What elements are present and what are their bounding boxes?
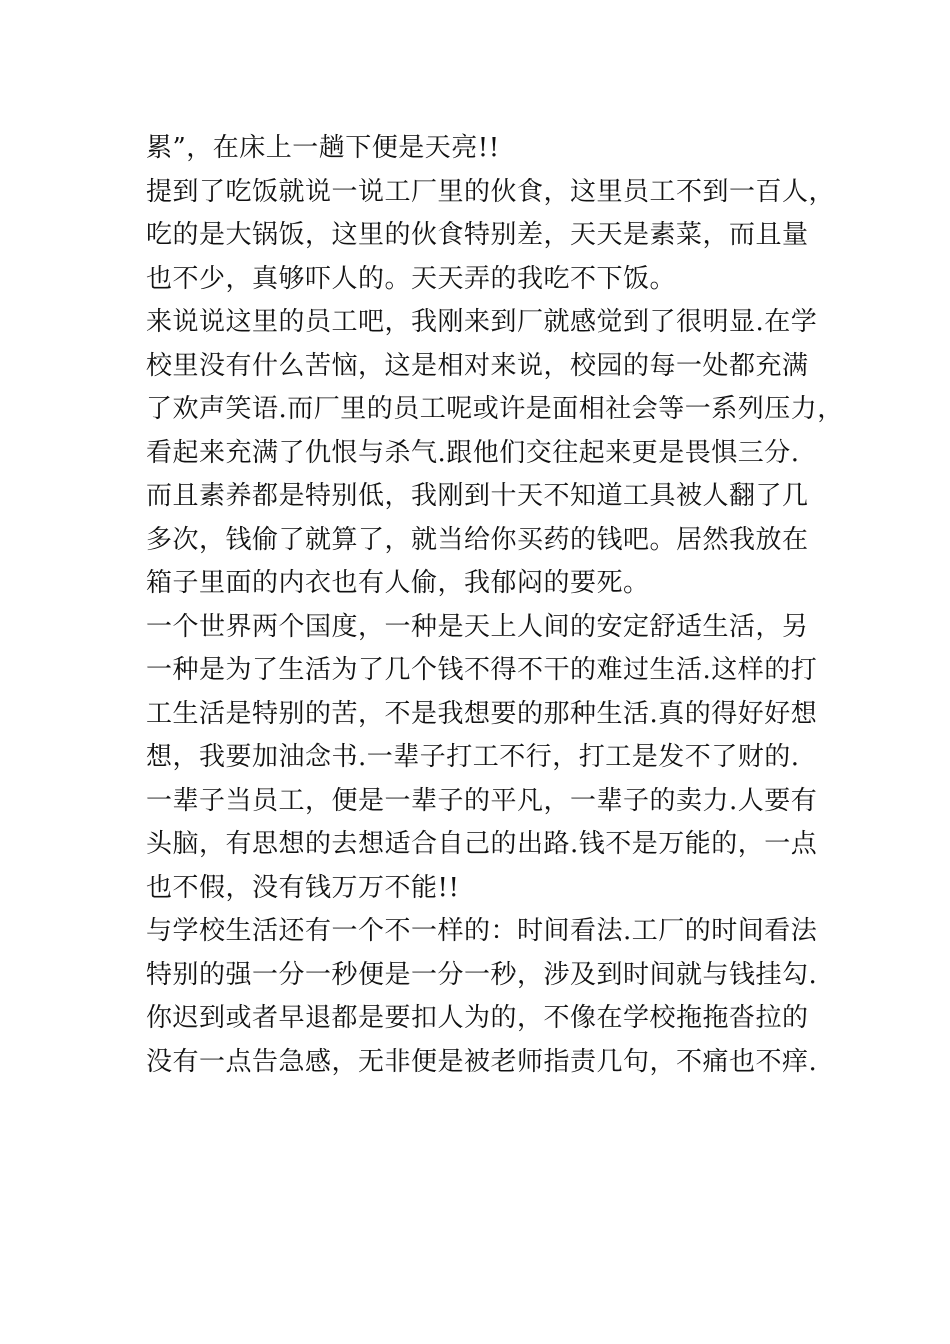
text-line: 想，我要加油念书.一辈子打工不行，打工是发不了财的. xyxy=(146,742,800,772)
body-text xyxy=(146,127,844,1084)
text-line: 头脑，有思想的去想适合自己的出路.钱不是万能的，一点 xyxy=(146,829,818,859)
text-line: 看起来充满了仇恨与杀气.跟他们交往起来更是畏惧三分. xyxy=(146,437,800,468)
text-line: 而且素养都是特别低，我刚到十天不知道工具被人翻了几 xyxy=(146,481,809,511)
text-line: 也不假，没有钱万万不能!! xyxy=(146,872,460,903)
text-line: 多次，钱偷了就算了，就当给你买药的钱吧。居然我放在 xyxy=(146,524,809,555)
text-line: 校里没有什么苦恼，这是相对来说，校园的每一处都充满 xyxy=(146,350,809,381)
text-line: 累”，在床上一趟下便是天亮!! xyxy=(146,133,500,163)
text-line: 提到了吃饭就说一说工厂里的伙食，这里员工不到一百人， xyxy=(146,176,836,207)
text-line: 吃的是大锅饭，这里的伙食特别差，天天是素菜，而且量 xyxy=(146,220,809,250)
text-line: 你迟到或者早退都是要扣人为的，不像在学校拖拖沓拉的 xyxy=(146,1003,809,1033)
text-line: 箱子里面的内衣也有人偷，我郁闷的要死。 xyxy=(146,568,650,598)
text-line: 没有一点告急感，无非便是被老师指责几句，不痛也不痒. xyxy=(146,1046,818,1077)
text-line: 一辈子当员工，便是一辈子的平凡，一辈子的卖力.人要有 xyxy=(146,785,818,816)
text-line: 工生活是特别的苦，不是我想要的那种生活.真的得好好想 xyxy=(146,698,818,729)
text-line: 也不少，真够吓人的。天天弄的我吃不下饭。 xyxy=(146,263,677,294)
text-line: 一个世界两个国度，一种是天上人间的安定舒适生活，另 xyxy=(146,611,809,642)
text-line: 特别的强一分一秒便是一分一秒，涉及到时间就与钱挂勾. xyxy=(146,959,818,990)
text-line: 与学校生活还有一个不一样的：时间看法.工厂的时间看法 xyxy=(146,916,818,946)
text-line: 了欢声笑语.而厂里的员工呢或许是面相社会等一系列压力， xyxy=(146,394,844,424)
text-line: 一种是为了生活为了几个钱不得不干的难过生活.这样的打 xyxy=(146,655,818,685)
text-line: 来说说这里的员工吧，我刚来到厂就感觉到了很明显.在学 xyxy=(146,307,818,337)
